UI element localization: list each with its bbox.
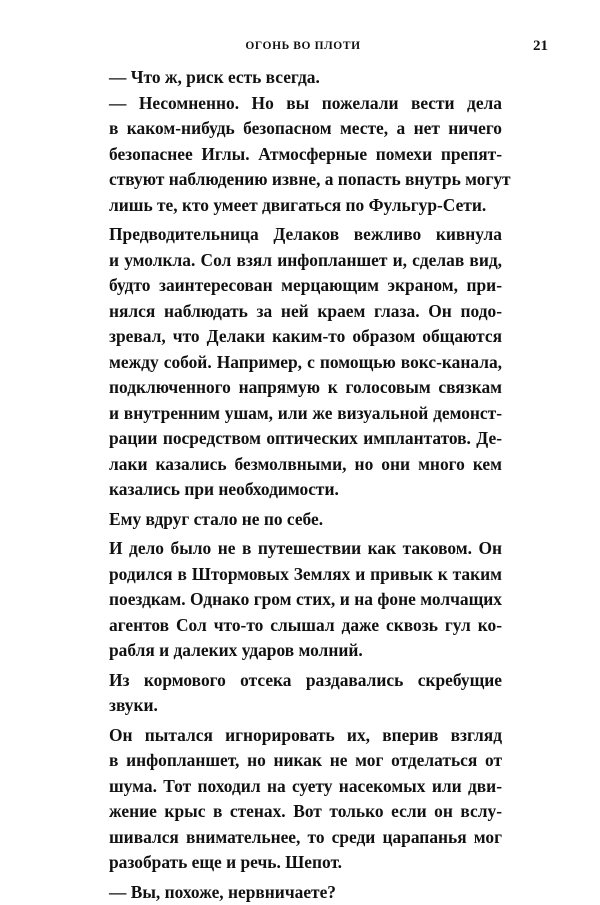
text-line: звуки. — [109, 693, 502, 719]
text-line: — Что ж, риск есть всегда. — [109, 65, 502, 91]
text-line: и внутренним ушам, или же визуальной демонст- — [109, 401, 502, 427]
text-line: рабля и далеких ударов молний. — [109, 638, 502, 664]
text-line: — Несомненно. Но вы пожелали вести дела — [109, 91, 502, 117]
body-text — [109, 65, 502, 905]
running-title: ОГОНЬ ВО ПЛОТИ — [58, 40, 548, 52]
text-line: агентов Сол что-то слышал даже сквозь гул ко- — [109, 613, 502, 639]
text-line: ствуют наблюдению извне, а попасть внутрь могут — [109, 167, 502, 193]
text-line: Ему вдруг стало не по себе. — [109, 507, 502, 533]
text-line: и умолкла. Сол взял инфопланшет и, сделав вид, — [109, 248, 502, 274]
text-line: — Вы, похоже, нервничаете? — [109, 880, 502, 905]
text-line: рации посредством оптических имплантатов. Де- — [109, 426, 502, 452]
text-line: Из кормового отсека раздавались скребущие — [109, 668, 502, 694]
text-line: шивался внимательнее, то среди царапанья мог — [109, 825, 502, 851]
text-line: в инфопланшет, но никак не мог отделаться от — [109, 748, 502, 774]
text-line: Предводительница Делаков вежливо кивнула — [109, 222, 502, 248]
text-line: родился в Штормовых Землях и привык к таким — [109, 562, 502, 588]
text-line: казались при необходимости. — [109, 477, 502, 503]
text-line: Он пытался игнорировать их, вперив взгляд — [109, 723, 502, 749]
text-line: в каком-нибудь безопасном месте, а нет ничего — [109, 116, 502, 142]
text-line: И дело было не в путешествии как таковом. Он — [109, 536, 502, 562]
text-line: лишь те, кто умеет двигаться по Фульгур-Сети. — [109, 193, 502, 219]
text-line: будто заинтересован мерцающим экраном, при- — [109, 273, 502, 299]
text-line: шума. Тот походил на суету насекомых или дви- — [109, 774, 502, 800]
text-line: жение крыс в стенах. Вот только если он вслу- — [109, 799, 502, 825]
text-line: нялся наблюдать за ней краем глаза. Он подо- — [109, 299, 502, 325]
text-line: зревал, что Делаки каким-то образом общаются — [109, 324, 502, 350]
page-number: 21 — [533, 38, 548, 55]
text-line: безопаснее Иглы. Атмосферные помехи препят- — [109, 142, 502, 168]
text-line: между собой. Например, с помощью вокс-канала, — [109, 350, 502, 376]
text-line: разобрать еще и речь. Шепот. — [109, 850, 502, 876]
running-head — [58, 40, 548, 60]
text-line: лаки казались безмолвными, но они много кем — [109, 452, 502, 478]
text-line: поездкам. Однако гром стих, и на фоне молчащих — [109, 587, 502, 613]
text-line: подключенного напрямую к голосовым связкам — [109, 375, 502, 401]
